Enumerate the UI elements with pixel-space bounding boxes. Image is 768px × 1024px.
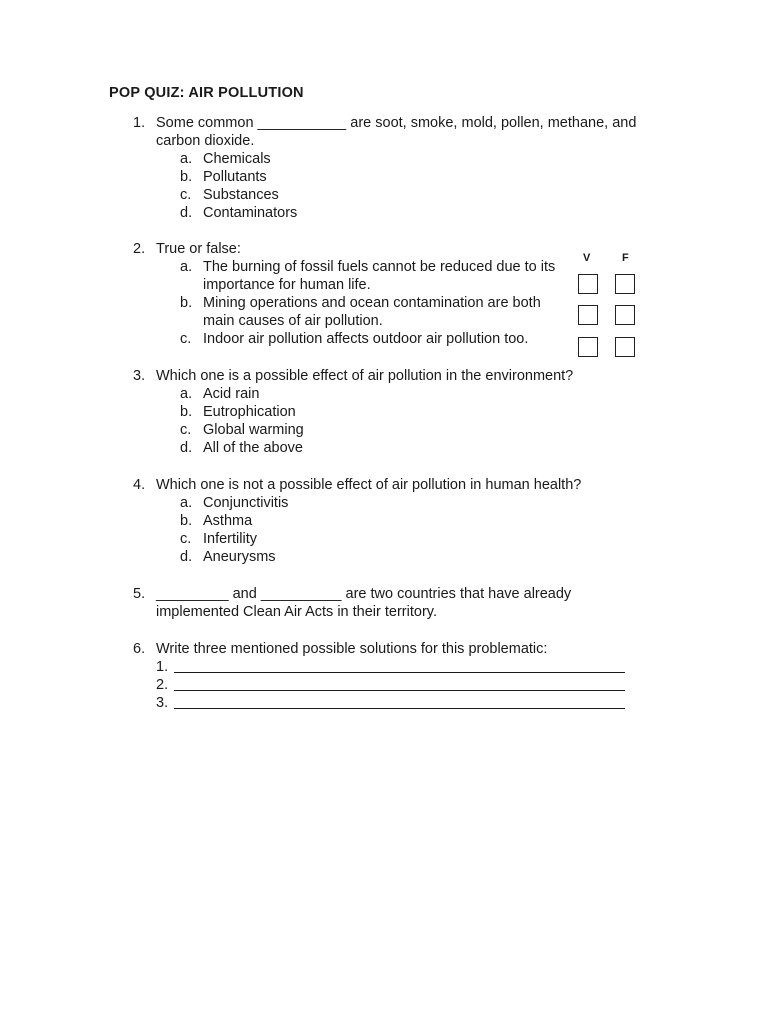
false-column-header: F (622, 252, 629, 264)
answer-blank[interactable] (174, 658, 625, 673)
answer-option[interactable]: a. Conjunctivitis (180, 495, 289, 511)
answer-option[interactable]: c. Substances (180, 187, 279, 203)
question-number: 2. (133, 241, 146, 257)
answer-option[interactable]: d. Contaminators (180, 205, 298, 221)
question-text: Which one is a possible effect of air pollution in the environment? (156, 368, 574, 384)
answer-line[interactable]: 1. (156, 658, 639, 676)
answer-option[interactable]: b. Asthma (180, 513, 253, 529)
answer-option[interactable]: c. Global warming (180, 422, 304, 438)
answer-line[interactable]: 3. (156, 694, 639, 712)
question-5 (133, 585, 613, 621)
answer-blank[interactable] (174, 676, 625, 691)
quiz-title: POP QUIZ: AIR POLLUTION (109, 85, 304, 101)
question-6 (133, 640, 639, 712)
statement: c. Indoor air pollution affects outdoor air pollution too. (180, 331, 529, 347)
true-column-header: V (583, 252, 591, 264)
answer-option[interactable]: c. Infertility (180, 531, 257, 547)
statement: a. The burning of fossil fuels cannot be reduced due to its importance for human life. (180, 259, 556, 293)
question-number: 1. (133, 115, 146, 131)
true-checkbox-c[interactable] (578, 337, 598, 357)
question-text: Some common ___________ are soot, smoke, mold, pollen, methane, and carbon dioxide. (156, 115, 637, 149)
answer-option[interactable]: a. Acid rain (180, 386, 260, 402)
question-3 (133, 367, 653, 457)
question-2 (133, 240, 565, 348)
false-checkbox-c[interactable] (615, 337, 635, 357)
question-1 (133, 114, 653, 222)
answer-blank[interactable] (174, 694, 625, 709)
true-checkbox-b[interactable] (578, 305, 598, 325)
question-text: _________ and __________ are two countries that have already implemented Clean Air Acts in their territory. (156, 586, 572, 620)
answer-option[interactable]: a. Chemicals (180, 151, 271, 167)
answer-option[interactable]: d. All of the above (180, 440, 303, 456)
answer-option[interactable]: b. Pollutants (180, 169, 267, 185)
false-checkbox-b[interactable] (615, 305, 635, 325)
question-number: 3. (133, 368, 146, 384)
question-4 (133, 476, 653, 566)
answer-option[interactable]: b. Eutrophication (180, 404, 296, 420)
question-text: Which one is not a possible effect of air pollution in human health? (156, 477, 582, 493)
answer-line[interactable]: 2. (156, 676, 639, 694)
question-text: True or false: (156, 241, 241, 257)
question-number: 5. (133, 586, 146, 602)
true-checkbox-a[interactable] (578, 274, 598, 294)
question-number: 6. (133, 641, 146, 657)
question-text: Write three mentioned possible solutions for this problematic: (156, 641, 548, 657)
question-number: 4. (133, 477, 146, 493)
false-checkbox-a[interactable] (615, 274, 635, 294)
statement: b. Mining operations and ocean contamination are both main causes of air pollution. (180, 295, 541, 329)
answer-option[interactable]: d. Aneurysms (180, 549, 276, 565)
